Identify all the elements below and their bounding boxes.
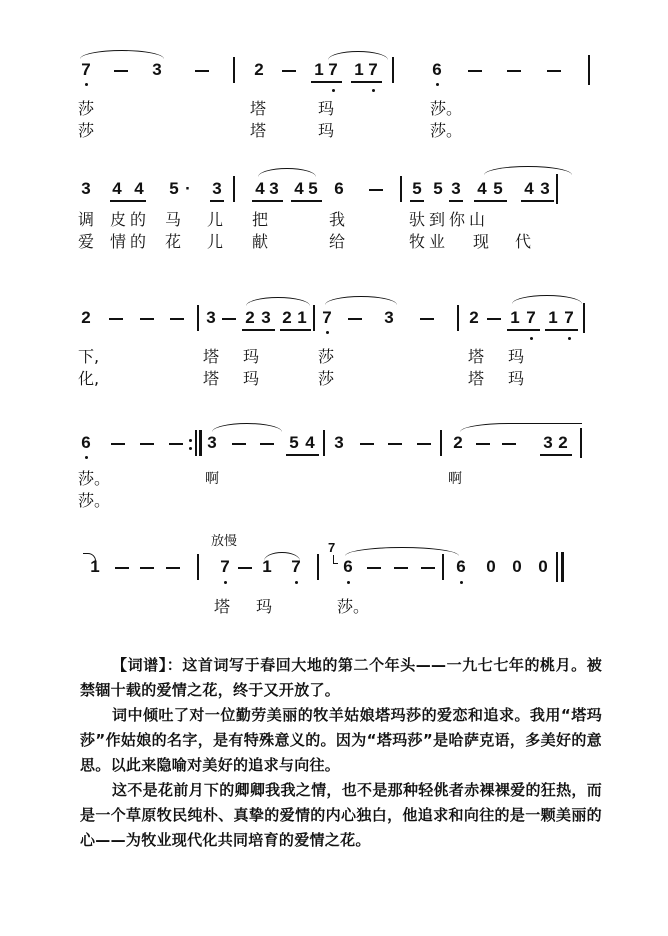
lyric: 玛: [318, 99, 335, 118]
lyric: 莎: [78, 121, 95, 140]
note: 6: [456, 557, 466, 576]
lyric: 调: [78, 210, 95, 229]
slur: [512, 295, 582, 304]
note: 0: [538, 557, 548, 576]
repeat-dot: [189, 439, 192, 442]
lyric: 莎。: [78, 469, 111, 488]
lyric: 莎: [318, 347, 335, 366]
dash: [388, 443, 402, 445]
note: 2: [453, 433, 463, 452]
underline: [545, 329, 578, 331]
underline: [242, 329, 275, 331]
note: 1: [90, 557, 100, 576]
note: 5: [493, 179, 503, 198]
dash: [420, 318, 434, 320]
note: 5: [169, 179, 179, 198]
barline: [197, 305, 199, 331]
lyric: 把: [252, 210, 269, 229]
grace-note-stem: [333, 555, 338, 564]
dash: [369, 189, 383, 191]
dash: [260, 443, 274, 445]
underline: [521, 200, 554, 202]
barline: [233, 176, 235, 202]
lyric: 塔: [468, 347, 485, 366]
note: 3: [206, 308, 216, 327]
final-barline-thick: [561, 552, 564, 582]
underline: [474, 200, 507, 202]
barline: [313, 305, 315, 331]
note: 1: [262, 557, 272, 576]
slur: [80, 50, 164, 59]
lyric: 玛: [243, 347, 260, 366]
lyric: 塔: [203, 347, 220, 366]
dash: [111, 443, 125, 445]
lyric: 化,: [78, 369, 100, 388]
lyric: 献: [252, 232, 269, 251]
lyric: 情: [110, 232, 127, 251]
lyric: 啊: [205, 471, 219, 487]
dash: [169, 443, 183, 445]
dash: [140, 318, 154, 320]
note: 0: [486, 557, 496, 576]
lyric: 玛: [508, 347, 525, 366]
note: 5: [289, 433, 299, 452]
dash: [394, 567, 408, 569]
slur: [258, 168, 316, 177]
lyric: 爱: [78, 232, 95, 251]
low-octave-dot: [568, 337, 571, 340]
note: 1: [510, 308, 520, 327]
note: 3: [212, 179, 222, 198]
note: 4: [255, 179, 265, 198]
note: 3: [81, 179, 91, 198]
tempo-mark: 放慢: [211, 534, 238, 549]
note: 4: [524, 179, 534, 198]
lyric: 下,: [78, 347, 100, 366]
note: 4: [294, 179, 304, 198]
lyric: 业: [429, 232, 446, 251]
dash: [502, 443, 516, 445]
lyric: 山: [469, 210, 486, 229]
note: 7: [81, 60, 91, 79]
dash: [222, 318, 236, 320]
lyric: 你: [449, 210, 466, 229]
low-octave-dot: [326, 331, 329, 334]
lyric: 莎。: [78, 491, 111, 510]
barline: [400, 176, 402, 202]
dash: [232, 443, 246, 445]
lyric: 玛: [508, 369, 525, 388]
low-octave-dot: [530, 337, 533, 340]
note: 6: [334, 179, 344, 198]
note: 3: [543, 433, 553, 452]
slur: [246, 297, 310, 306]
note: 1: [354, 60, 364, 79]
note: ·: [185, 179, 191, 198]
note: 0: [512, 557, 522, 576]
note: 1: [314, 60, 324, 79]
lyric: 莎: [78, 99, 95, 118]
note: 1: [548, 308, 558, 327]
dash: [348, 318, 362, 320]
note: 2: [81, 308, 91, 327]
lyric: 莎。: [430, 99, 463, 118]
dash: [282, 70, 296, 72]
underline: [410, 200, 424, 202]
dash: [468, 70, 482, 72]
note: 3: [540, 179, 550, 198]
dash: [166, 567, 180, 569]
dash: [195, 70, 209, 72]
dash: [421, 567, 435, 569]
underline: [351, 81, 382, 83]
slur: [328, 51, 388, 60]
note: 6: [343, 557, 353, 576]
lyric: 现: [473, 232, 490, 251]
lyric: 塔: [250, 99, 267, 118]
lyric: 莎。: [337, 597, 370, 616]
barline: [392, 57, 394, 83]
note: 1: [297, 308, 307, 327]
lyric: 马: [165, 210, 182, 229]
note: 3: [261, 308, 271, 327]
lyric: 塔: [203, 369, 220, 388]
low-octave-dot: [347, 581, 350, 584]
dash: [417, 443, 431, 445]
lyric: 花: [165, 232, 182, 251]
lyric: 玛: [243, 369, 260, 388]
underline: [507, 329, 540, 331]
underline: [210, 200, 224, 202]
note: 6: [432, 60, 442, 79]
note: 7: [526, 308, 536, 327]
note: 7: [328, 60, 338, 79]
final-barline-thin: [556, 552, 558, 582]
low-octave-dot: [332, 89, 335, 92]
note: 3: [152, 60, 162, 79]
underline: [286, 454, 319, 456]
note: 7: [322, 308, 332, 327]
low-octave-dot: [85, 83, 88, 86]
slur: [325, 296, 397, 305]
lyric: 儿: [207, 232, 224, 251]
dash: [115, 567, 129, 569]
note: 4: [112, 179, 122, 198]
lyric: 牧: [409, 232, 426, 251]
barline: [580, 428, 582, 458]
note: 4: [134, 179, 144, 198]
dash: [170, 318, 184, 320]
note: 3: [207, 433, 217, 452]
note: 4: [477, 179, 487, 198]
lyric: 的: [130, 232, 147, 251]
dash: [476, 443, 490, 445]
note: 2: [558, 433, 568, 452]
lyric: 到: [429, 210, 446, 229]
commentary-paragraph-1: 【词谱】：这首词写于春回大地的第二个年头——一九七七年的桃月。被禁锢十载的爱情之花，终于又开放了。: [80, 656, 602, 699]
lyric: 代: [515, 232, 532, 251]
lyric: 莎: [318, 369, 335, 388]
barline: [442, 554, 444, 580]
barline: [583, 303, 585, 333]
underline: [449, 200, 463, 202]
barline: [317, 554, 319, 580]
barline: [323, 430, 325, 456]
barline: [440, 430, 442, 456]
note: 3: [334, 433, 344, 452]
dash: [360, 443, 374, 445]
note: 4: [305, 433, 315, 452]
repeat-dot: [189, 447, 192, 450]
low-octave-dot: [372, 89, 375, 92]
dash: [140, 567, 154, 569]
dash: [238, 567, 252, 569]
slur: [484, 166, 572, 175]
note: 5: [412, 179, 422, 198]
repeat-barline: [195, 430, 197, 456]
commentary-paragraph-3: 这不是花前月下的卿卿我我之情，也不是那种轻佻者赤裸裸爱的狂热，而是一个草原牧民纯朴、真挚的爱情的内心独白，他追求和向往的是一颗美丽的心——为牧业现代化共同培育的爱情之花。: [80, 781, 602, 849]
dash: [547, 70, 561, 72]
note: 3: [451, 179, 461, 198]
dash: [109, 318, 123, 320]
underline: [252, 200, 283, 202]
commentary-paragraph-2: 词中倾吐了对一位勤劳美丽的牧羊姑娘塔玛莎的爱恋和追求。我用“塔玛莎”作姑娘的名字，是有特殊意义的。因为“塔玛莎”是哈萨克语，多美好的意思。以此来隐喻对美好的追求与向往。: [80, 706, 602, 774]
underline: [540, 454, 572, 456]
low-octave-dot: [436, 83, 439, 86]
lyric: 莎。: [430, 121, 463, 140]
lyric: 的: [130, 210, 147, 229]
lyric: 玛: [256, 597, 273, 616]
barline: [556, 174, 558, 204]
note: 5: [308, 179, 318, 198]
note: 2: [469, 308, 479, 327]
underline: [291, 200, 322, 202]
note: 3: [384, 308, 394, 327]
lyric: 塔: [250, 121, 267, 140]
note: 7: [220, 557, 230, 576]
lyric: 啊: [448, 471, 462, 487]
dash: [487, 318, 501, 320]
low-octave-dot: [85, 456, 88, 459]
lyric: 儿: [207, 210, 224, 229]
note: 7: [564, 308, 574, 327]
dash: [114, 70, 128, 72]
note: 2: [245, 308, 255, 327]
grace-note: 7: [328, 540, 336, 555]
underline: [280, 329, 311, 331]
note: 7: [368, 60, 378, 79]
low-octave-dot: [224, 581, 227, 584]
note: 6: [81, 433, 91, 452]
barline: [233, 57, 235, 83]
barline: [197, 554, 199, 580]
lyric: 给: [329, 232, 346, 251]
lyric: 皮: [110, 210, 127, 229]
dash: [367, 567, 381, 569]
low-octave-dot: [295, 581, 298, 584]
lyric: 驮: [409, 210, 426, 229]
commentary: [80, 653, 602, 853]
lyric: 玛: [318, 121, 335, 140]
note: 2: [254, 60, 264, 79]
barline: [588, 55, 590, 85]
barline: [457, 305, 459, 331]
dash: [140, 443, 154, 445]
slur: [212, 423, 282, 432]
lyric: 塔: [468, 369, 485, 388]
note: 7: [291, 557, 301, 576]
low-octave-dot: [460, 581, 463, 584]
underline: [110, 200, 146, 202]
note: 3: [269, 179, 279, 198]
note: 5: [433, 179, 443, 198]
repeat-barline-thick: [199, 430, 202, 456]
dash: [507, 70, 521, 72]
note: 2: [282, 308, 292, 327]
underline: [311, 81, 342, 83]
lyric: 塔: [214, 597, 231, 616]
lyric: 我: [329, 210, 346, 229]
slur: [460, 423, 582, 432]
